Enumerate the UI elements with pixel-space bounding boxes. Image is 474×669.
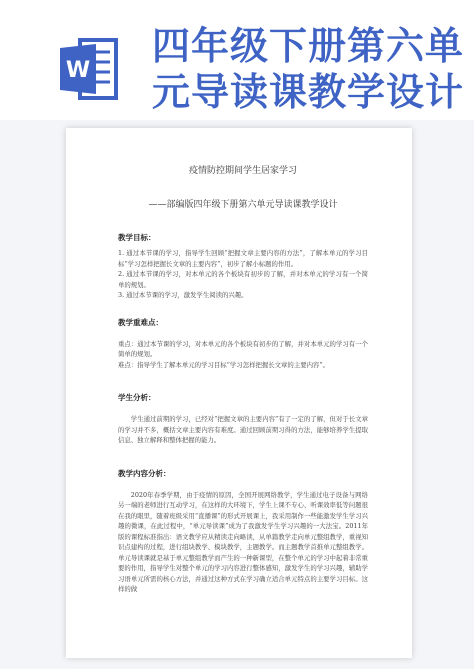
section-heading-students: 学生分析： <box>118 393 156 402</box>
section-heading-goals: 教学目标： <box>118 233 156 242</box>
page-title-line-2: 元导读课教学设计 <box>152 70 465 114</box>
page-title-line-1: 四年级下册第六单 <box>152 24 465 68</box>
key-point-item: 重点：通过本节课的学习，对本单元的各个板块有初步的了解，并对本单元的学习有一个简单的规划。 <box>118 339 368 358</box>
goal-item: 3. 通过本节课的学习，激发学生阅读的兴趣。 <box>118 291 248 299</box>
word-document-icon <box>58 36 122 102</box>
document-page-preview <box>66 128 412 658</box>
content-analysis-text: 2020年春季学期，由于疫情的原因，全国开展网络教学，学生通过电子设备与网络另一端的老师进行互动学习，在这样的大环境下，学生上课不专心、听课效率低等问题很在我的眼里，随着班级采用“直播课”的形式开展课上，我采用制作一些能激发学生学习兴趣的微课，在此过程中，“单元导读课”成为了我激发学生学习兴趣的一大法宝。2011年版的课程标准指出：语文教学应从精读走向略读，从单篇教学走向单元整组教学，重视知识点建构的过程，进行组块教学、模块教学，主题教学。而主题教学首推单元整组教学。单元导读课就是基于单元整组教学而产生的一种新课型，在整个单元的学习中起着非常重要的作用，指导学生对整个单元的学习内容进行整体感知，激发学生的学习兴趣，辅助学习语单元所需的核心方法，并通过这种方式在学习确立适合单元特点的主要学习目标。这样的做 <box>118 490 368 593</box>
section-heading-content: 教学内容分析： <box>118 468 171 478</box>
key-point-item: 难点：指导学生了解本单元的学习目标“学习怎样把握长文章的主要内容”。 <box>118 360 330 369</box>
goal-item: 1. 通过本节课的学习，指导学生回顾“把握文章主要内容的方法”，了解本单元的学习目标“学习怎样把握长文章的主要内容”，初步了解小标题的作用。 <box>118 249 368 268</box>
document-body <box>118 164 368 595</box>
document-subtitle: ——部编版四年级下册第六单元导读课教学设计 <box>148 200 338 210</box>
students-analysis-text: 学生通过前期的学习，已经对“把握文章的主要内容”有了一定的了解，但对于长文章的学习并不多，概括文章主要内容有难度。通过回顾前期习得的方法，能够培养学生提取信息、独立解释和整体把握的能力。 <box>118 415 368 444</box>
goal-item: 2. 通过本节课的学习，对本单元的各个板块有初步的了解，并对本单元的学习有一个简单的规划。 <box>118 270 368 289</box>
section-heading-key-points: 教学重难点： <box>118 317 163 327</box>
header-banner <box>0 0 474 120</box>
document-title: 疫情防控期间学生居家学习 <box>188 166 297 176</box>
word-logo-letter: W <box>65 58 91 83</box>
